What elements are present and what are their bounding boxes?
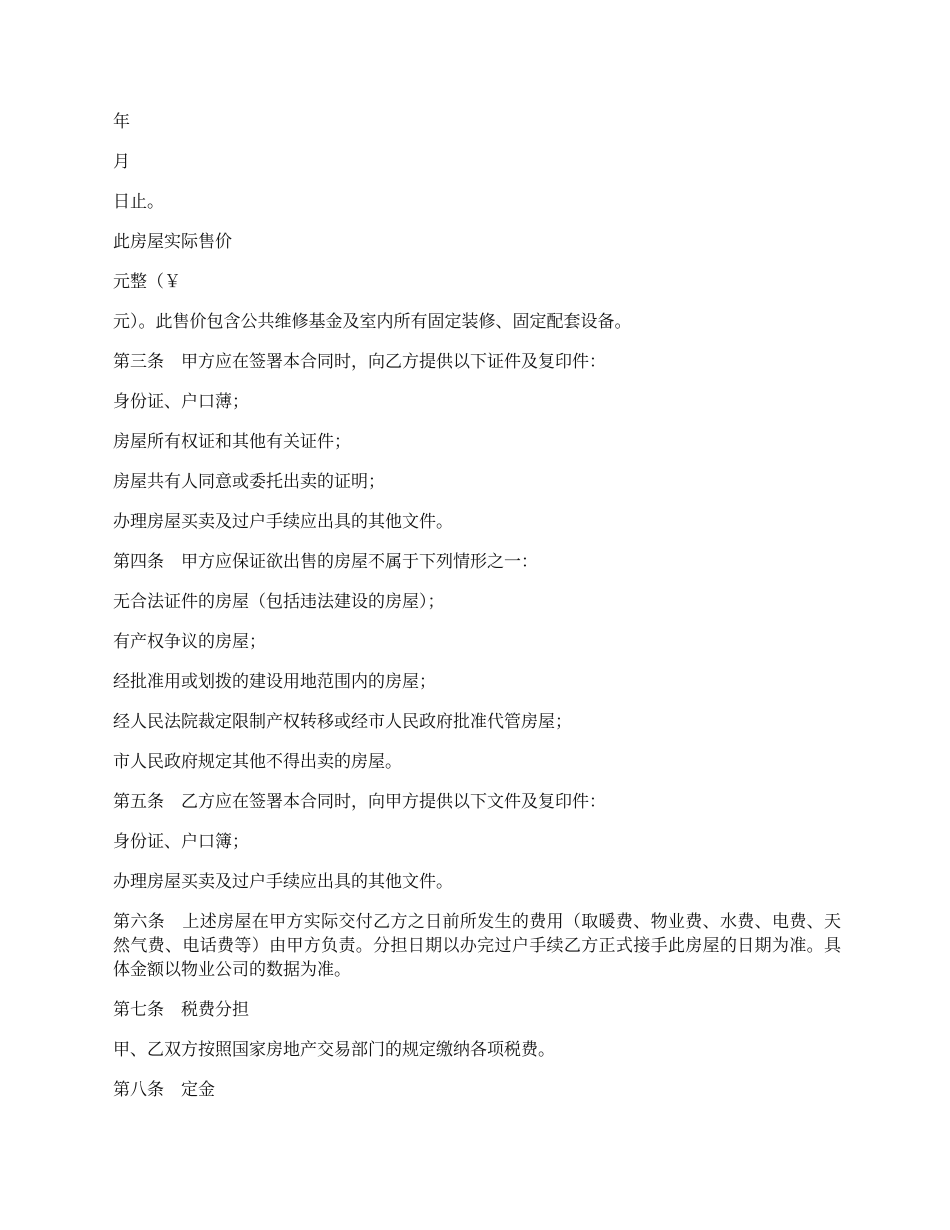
paragraph-price-note: 元）。此售价包含公共维修基金及室内所有固定装修、固定配套设备。 (113, 312, 632, 332)
article-4-item-3: 经批准用或划拨的建设用地范围内的房屋； (113, 672, 436, 692)
document-page (113, 110, 841, 1118)
article-5-heading: 第五条 乙方应在签署本合同时，向甲方提供以下文件及复印件： (113, 792, 606, 812)
paragraph-price-intro: 此房屋实际售价 (113, 232, 232, 252)
article-6: 第六条 上述房屋在甲方实际交付乙方之日前所发生的费用（取暖费、物业费、水费、电费、天然气费、电话费等）由甲方负责。分担日期以办完过户手续乙方正式接手此房屋的日期为准。具体金额以物业公司的数据为准。 (113, 912, 841, 980)
article-3-heading: 第三条 甲方应在签署本合同时，向乙方提供以下证件及复印件： (113, 352, 606, 372)
paragraph-day: 日止。 (113, 192, 164, 212)
article-5-item-1: 身份证、户口簿； (113, 832, 249, 852)
article-7-body: 甲、乙双方按照国家房地产交易部门的规定缴纳各项税费。 (113, 1040, 555, 1060)
article-3-item-2: 房屋所有权证和其他有关证件； (113, 432, 351, 452)
article-8-heading: 第八条 定金 (113, 1080, 215, 1100)
article-3-item-3: 房屋共有人同意或委托出卖的证明； (113, 472, 385, 492)
paragraph-month: 月 (113, 152, 130, 172)
paragraph-price-amount: 元整（￥ (113, 272, 181, 292)
article-5-item-2: 办理房屋买卖及过户手续应出具的其他文件。 (113, 872, 453, 892)
article-4-item-1: 无合法证件的房屋（包括违法建设的房屋）； (113, 592, 445, 612)
article-4-item-4: 经人民法院裁定限制产权转移或经市人民政府批准代管房屋； (113, 712, 572, 732)
article-7-heading: 第七条 税费分担 (113, 1000, 249, 1020)
article-3-item-1: 身份证、户口薄； (113, 392, 249, 412)
paragraph-year: 年 (113, 112, 130, 132)
article-4-item-2: 有产权争议的房屋； (113, 632, 266, 652)
article-3-item-4: 办理房屋买卖及过户手续应出具的其他文件。 (113, 512, 453, 532)
article-4-heading: 第四条 甲方应保证欲出售的房屋不属于下列情形之一： (113, 552, 538, 572)
article-4-item-5: 市人民政府规定其他不得出卖的房屋。 (113, 752, 402, 772)
